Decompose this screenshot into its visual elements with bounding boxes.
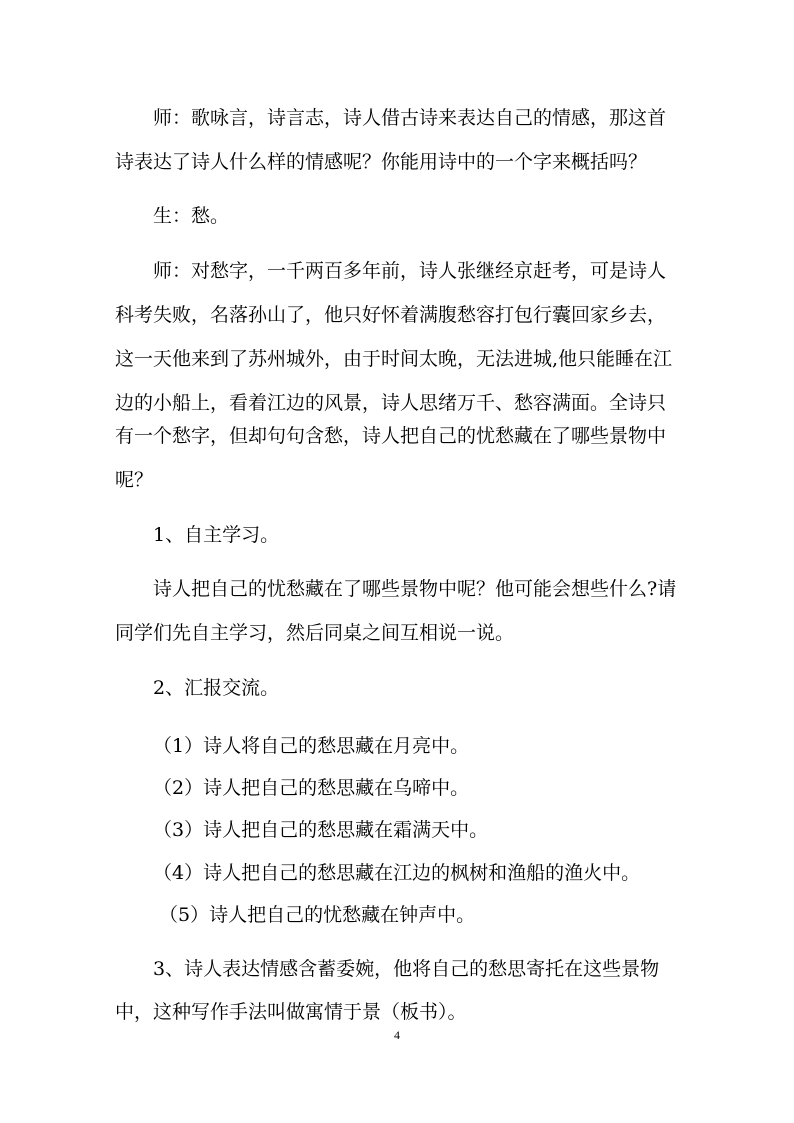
paragraph-line: 科考失败，名落孙山了，他只好怀着满腹愁容打包行囊回家乡去，	[115, 304, 667, 326]
section-heading: 2、汇报交流。	[153, 677, 280, 699]
list-item: （5）诗人把自己的忧愁藏在钟声中。	[159, 904, 476, 926]
paragraph-line: 诗表达了诗人什么样的情感呢？你能用诗中的一个字来概括吗？	[115, 151, 648, 173]
paragraph-line: 中，这种写作手法叫做寓情于景（板书）。	[115, 1001, 467, 1023]
paragraph-line: 呢？	[115, 469, 154, 491]
list-item: （3）诗人把自己的愁思藏在霜满天中。	[153, 819, 489, 841]
section-heading: 1、自主学习。	[153, 524, 280, 546]
paragraph-line: 这一天他来到了苏州城外，由于时间太晚，无法进城,他只能睡在江	[115, 348, 673, 370]
paragraph-line: 3、诗人表达情感含蓄委婉，他将自己的愁思寄托在这些景物	[153, 958, 660, 980]
paragraph-line: 生：愁。	[153, 205, 230, 227]
list-item: （1）诗人将自己的愁思藏在月亮中。	[153, 735, 470, 757]
list-item: （4）诗人把自己的愁思藏在江边的枫树和渔船的渔火中。	[153, 862, 641, 884]
paragraph-line: 诗人把自己的忧愁藏在了哪些景物中呢？他可能会想些什么?请	[153, 578, 677, 600]
paragraph-line: 师：对愁字，一千两百多年前，诗人张继经京赶考，可是诗人	[153, 260, 667, 282]
paragraph-line: 边的小船上，看着江边的风景，诗人思绪万千、愁容满面。全诗只	[115, 392, 667, 414]
list-item: （2）诗人把自己的愁思藏在乌啼中。	[153, 777, 470, 799]
page-number: 4	[394, 1028, 400, 1042]
paragraph-line: 有一个愁字，但却句句含愁，诗人把自己的忧愁藏在了哪些景物中	[115, 425, 667, 447]
paragraph-line: 同学们先自主学习，然后同桌之间互相说一说。	[115, 622, 515, 644]
paragraph-line: 师：歌咏言，诗言志，诗人借古诗来表达自己的情感，那这首	[153, 107, 667, 129]
